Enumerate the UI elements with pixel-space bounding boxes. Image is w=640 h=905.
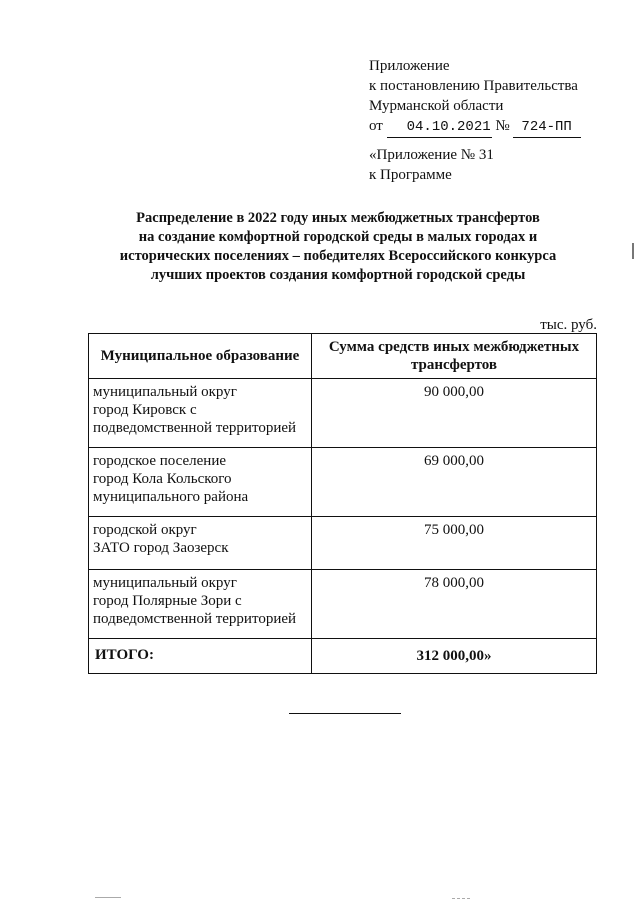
table-row — [89, 570, 597, 639]
amount-cell: 75 000,00 — [312, 517, 597, 570]
header-municipality: Муниципальное образование — [89, 334, 312, 379]
municipality-line: ЗАТО город Заозерск — [93, 540, 229, 556]
municipality-line: муниципального района — [93, 489, 249, 505]
closing-separator-line — [289, 713, 401, 714]
table-row — [89, 379, 597, 448]
municipality-line: подведомственной территорией — [93, 420, 297, 436]
total-label: ИТОГО: — [89, 639, 312, 674]
resolution-date-line — [369, 116, 581, 138]
title-line: Распределение в 2022 году иных межбюджетных трансфертов — [136, 210, 540, 226]
appendix-line: Приложение — [369, 58, 450, 74]
municipality-line: город Кировск с — [93, 402, 197, 418]
table-header-row — [89, 334, 597, 379]
municipality-line: подведомственной территорией — [93, 611, 297, 627]
annex-reference — [369, 145, 494, 185]
header-amount: Сумма средств иных межбюджетных трансфертов — [312, 334, 597, 379]
municipality-cell — [89, 379, 312, 448]
appendix-header — [369, 56, 581, 138]
amount-cell: 78 000,00 — [312, 570, 597, 639]
title-line: исторических поселениях – победителях Всероссийского конкурса — [119, 248, 557, 264]
distribution-table — [88, 333, 597, 674]
municipality-line: муниципальный округ — [93, 384, 237, 400]
title-line: на создание комфортной городской среды в малых городах и — [138, 229, 538, 245]
number-prefix: № — [495, 118, 510, 134]
municipality-line: город Кола Кольского — [93, 471, 232, 487]
table-row — [89, 448, 597, 517]
total-row — [89, 639, 597, 674]
unit-label: тыс. руб. — [540, 317, 597, 333]
annex-line: «Приложение № 31 — [369, 147, 494, 163]
municipality-line: городской округ — [93, 522, 197, 538]
document-title — [88, 209, 588, 285]
table-row — [89, 517, 597, 570]
scan-artifact — [452, 898, 470, 899]
date-prefix: от — [369, 118, 383, 134]
amount-cell: 69 000,00 — [312, 448, 597, 517]
municipality-line: муниципальный округ — [93, 575, 237, 591]
resolution-number: 724-ПП — [513, 117, 581, 138]
amount-cell: 90 000,00 — [312, 379, 597, 448]
scan-artifact — [632, 243, 634, 259]
municipality-cell — [89, 570, 312, 639]
municipality-cell — [89, 517, 312, 570]
total-amount: 312 000,00» — [312, 639, 597, 674]
annex-line: к Программе — [369, 167, 452, 183]
municipality-line: город Полярные Зори с — [93, 593, 242, 609]
appendix-line: Мурманской области — [369, 98, 504, 114]
municipality-line: городское поселение — [93, 453, 227, 469]
scan-artifact — [95, 897, 121, 898]
title-line: лучших проектов создания комфортной городской среды — [150, 267, 526, 283]
municipality-cell — [89, 448, 312, 517]
resolution-date: 04.10.2021 — [387, 117, 492, 138]
appendix-line: к постановлению Правительства — [369, 78, 578, 94]
